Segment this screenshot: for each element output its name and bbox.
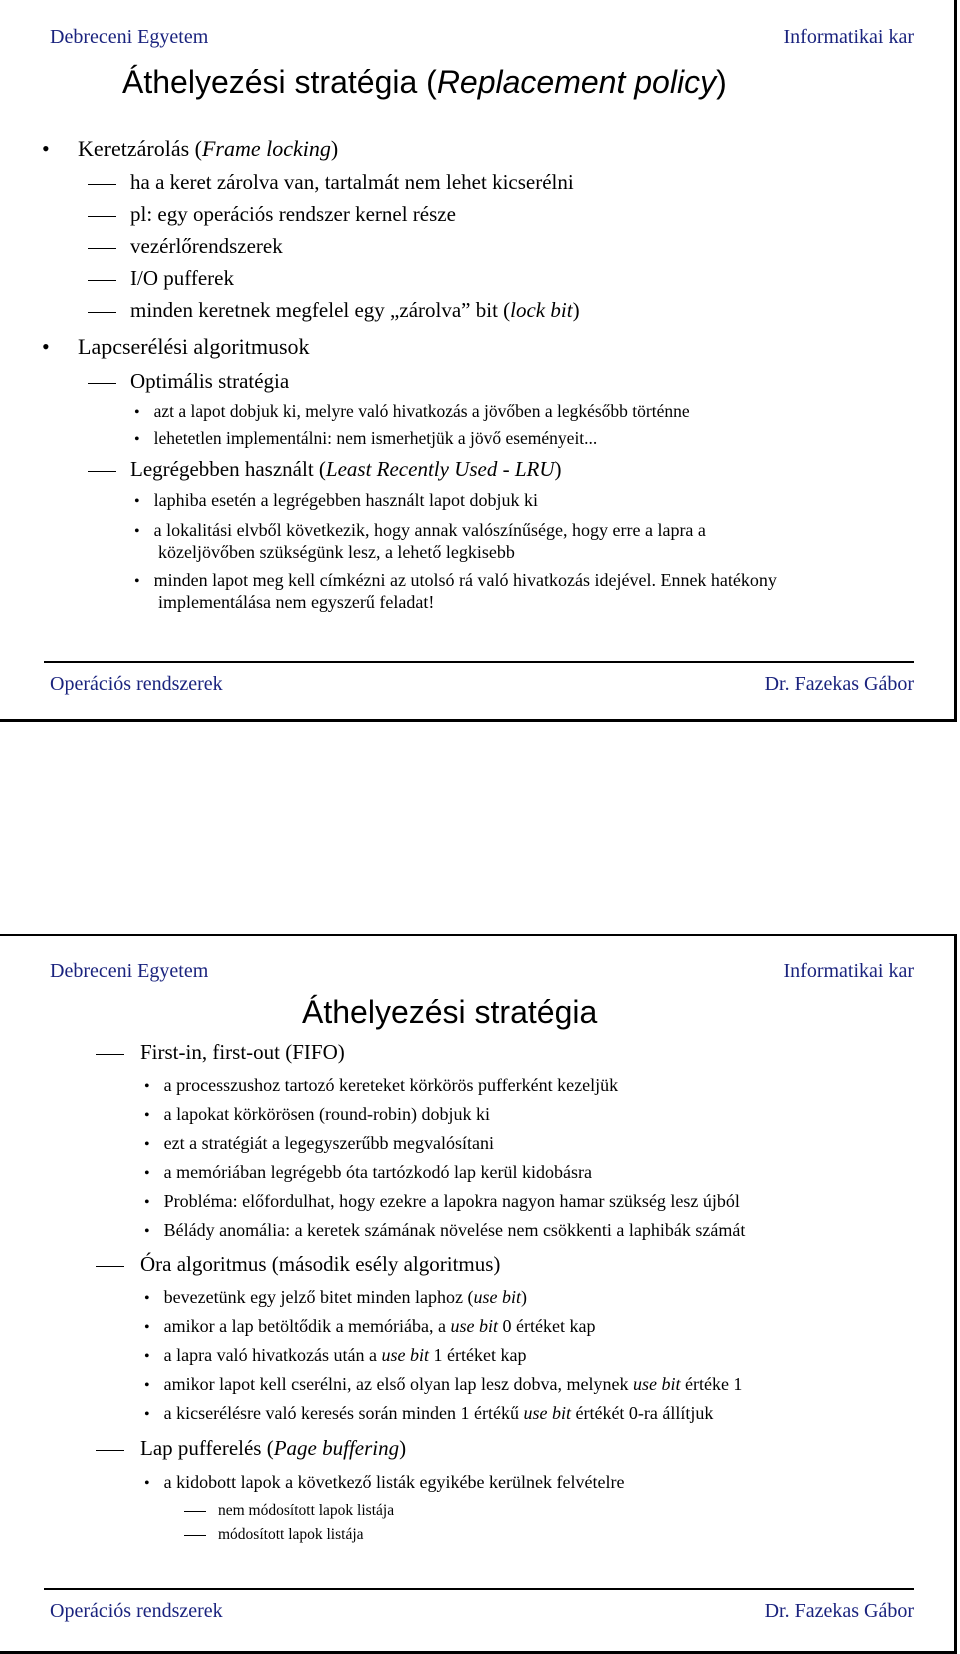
list-item: • a lapra való hivatkozás után a use bit 1 értéket kap [144, 1345, 527, 1365]
list-item: • lehetetlen implementálni: nem ismerhetjük a jövő eseményeit... [134, 428, 598, 448]
bullet-icon: • [134, 493, 140, 510]
list-item: ha a keret zárolva van, tartalmát nem lehet kicserélni [88, 170, 574, 195]
bullet-icon: • [144, 1406, 150, 1423]
list-item: minden keretnek megfelel egy „zárolva” bit (lock bit) [88, 298, 580, 323]
footer-course: Operációs rendszerek [50, 673, 223, 695]
header-university: Debreceni Egyetem [50, 26, 209, 48]
list-item: • minden lapot meg kell címkézni az utolsó rá való hivatkozás idejével. Ennek hatékony [134, 570, 777, 590]
dash-icon [88, 471, 116, 472]
list-item: • Bélády anomália: a keretek számának növelése nem csökkenti a laphibák számát [144, 1220, 746, 1240]
dash-icon [88, 216, 116, 217]
footer-divider [44, 1588, 914, 1590]
bullet-algorithms: • Lapcserélési algoritmusok [42, 334, 310, 359]
list-item-clock: Óra algoritmus (második esély algoritmus) [96, 1252, 500, 1277]
header-university: Debreceni Egyetem [50, 960, 209, 982]
footer-author: Dr. Fazekas Gábor [764, 673, 914, 695]
bullet-icon: • [144, 1165, 150, 1182]
dash-icon [96, 1450, 124, 1451]
bullet-icon: • [134, 431, 140, 448]
dash-icon [88, 248, 116, 249]
bullet-icon: • [144, 1223, 150, 1240]
footer-author: Dr. Fazekas Gábor [764, 1600, 914, 1622]
bullet-frame-locking: • Keretzárolás (Frame locking) [42, 136, 339, 161]
list-item: nem módosított lapok listája [184, 1502, 394, 1520]
dash-icon [88, 383, 116, 384]
bullet-icon: • [134, 523, 140, 540]
list-item: • laphiba esetén a legrégebben használt lapot dobjuk ki [134, 490, 538, 510]
list-item-optimal: Optimális stratégia [88, 369, 289, 394]
list-item-continuation: implementálása nem egyszerű feladat! [158, 592, 435, 612]
slide-title: Áthelyezési stratégia [302, 994, 598, 1030]
bullet-icon: • [144, 1136, 150, 1153]
bullet-icon: • [42, 334, 50, 359]
bullet-icon: • [144, 1078, 150, 1095]
bullet-icon: • [144, 1194, 150, 1211]
list-item: • amikor lapot kell cserélni, az első olyan lap lesz dobva, melynek use bit értéke 1 [144, 1374, 743, 1394]
slide-1 [0, 0, 957, 722]
slide-2 [0, 934, 957, 1654]
bullet-icon: • [134, 404, 140, 421]
bullet-icon: • [144, 1107, 150, 1124]
dash-icon [96, 1054, 124, 1055]
bullet-icon: • [144, 1377, 150, 1394]
list-item: • a processzushoz tartozó kereteket körkörös pufferként kezeljük [144, 1075, 619, 1095]
footer-divider [44, 661, 914, 663]
list-item-continuation: közeljövőben szükségünk lesz, a lehető legkisebb [158, 542, 515, 562]
list-item: • ezt a stratégiát a legegyszerűbb megvalósítani [144, 1133, 494, 1153]
dash-icon [184, 1511, 206, 1512]
dash-icon [184, 1535, 206, 1536]
bullet-icon: • [134, 573, 140, 590]
dash-icon [88, 312, 116, 313]
list-item: • azt a lapot dobjuk ki, melyre való hivatkozás a jövőben a legkésőbb történne [134, 401, 690, 421]
header-faculty: Informatikai kar [783, 960, 914, 982]
list-item: • bevezetünk egy jelző bitet minden laphoz (use bit) [144, 1287, 527, 1307]
bullet-icon: • [144, 1319, 150, 1336]
dash-icon [88, 280, 116, 281]
list-item: módosított lapok listája [184, 1526, 364, 1544]
slide-title: Áthelyezési stratégia (Replacement policy) [122, 64, 727, 100]
list-item: • a kicserélésre való keresés során minden 1 értékű use bit értékét 0-ra állítjuk [144, 1403, 714, 1423]
bullet-icon: • [144, 1290, 150, 1307]
list-item-lru: Legrégebben használt (Least Recently Used - LRU) [88, 457, 562, 482]
list-item: • a kidobott lapok a következő listák egyikébe kerülnek felvételre [144, 1472, 625, 1492]
list-item: vezérlőrendszerek [88, 234, 283, 259]
bullet-icon: • [144, 1475, 150, 1492]
dash-icon [96, 1266, 124, 1267]
bullet-icon: • [42, 136, 50, 161]
list-item: I/O pufferek [88, 266, 234, 291]
list-item-page-buffering: Lap pufferelés (Page buffering) [96, 1436, 406, 1461]
list-item: • Probléma: előfordulhat, hogy ezekre a lapokra nagyon hamar szükség lesz újból [144, 1191, 740, 1211]
list-item: • a memóriában legrégebb óta tartózkodó lap kerül kidobásra [144, 1162, 592, 1182]
header-faculty: Informatikai kar [783, 26, 914, 48]
dash-icon [88, 184, 116, 185]
bullet-icon: • [144, 1348, 150, 1365]
list-item: • amikor a lap betöltődik a memóriába, a use bit 0 értéket kap [144, 1316, 596, 1336]
list-item: • a lokalitási elvből következik, hogy annak valószínűsége, hogy erre a lapra a [134, 520, 706, 540]
footer-course: Operációs rendszerek [50, 1600, 223, 1622]
list-item: • a lapokat körkörösen (round-robin) dobjuk ki [144, 1104, 491, 1124]
list-item: pl: egy operációs rendszer kernel része [88, 202, 456, 227]
list-item-fifo: First-in, first-out (FIFO) [96, 1040, 345, 1065]
